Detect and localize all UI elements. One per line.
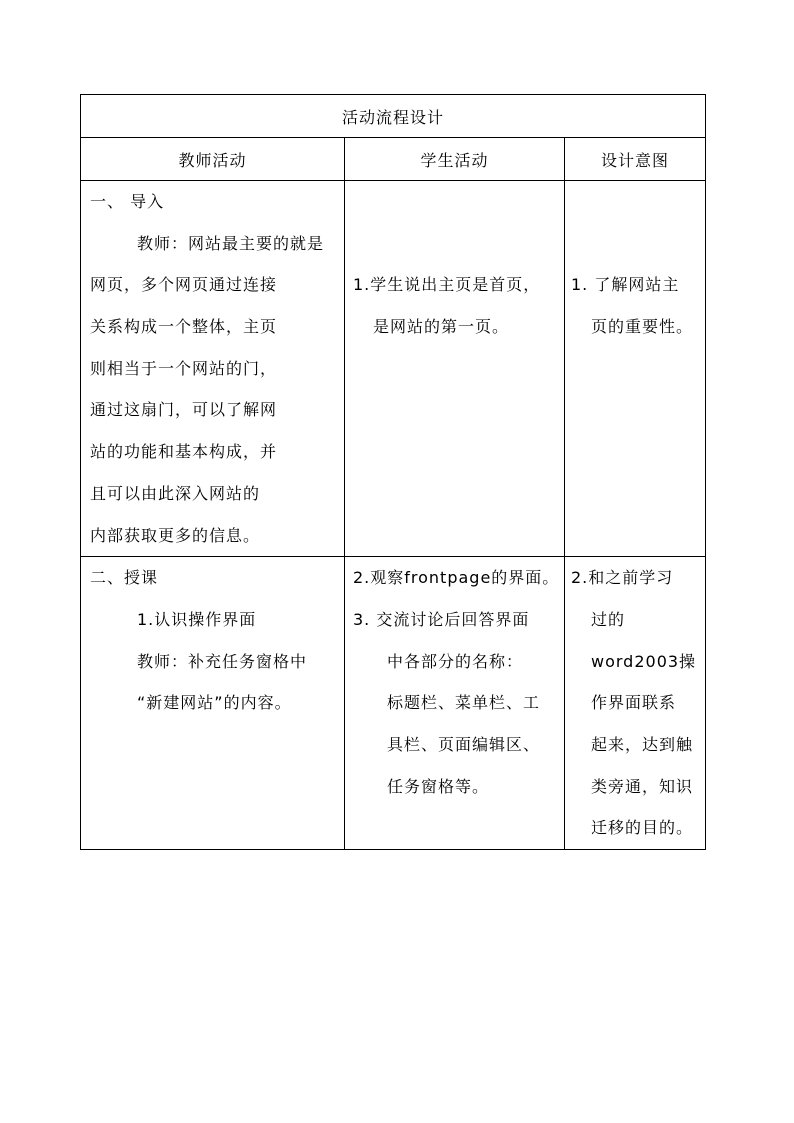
intent-text-line: 页的重要性。 bbox=[591, 316, 694, 336]
row1-teacher-cell bbox=[81, 181, 345, 557]
table-row bbox=[81, 181, 706, 557]
teacher-text-line: 内部获取更多的信息。 bbox=[90, 525, 261, 545]
student-text-line: 3. 交流讨论后回答界面 bbox=[353, 609, 530, 629]
student-text-line: 1.学生说出主页是首页， bbox=[353, 275, 541, 294]
student-text-line: 是网站的第一页。 bbox=[373, 316, 510, 336]
intent-text-line: 类旁通，知识 bbox=[591, 776, 694, 796]
intent-text-line: 迁移的目的。 bbox=[591, 818, 694, 838]
section-heading-intro: 一、 导入 bbox=[90, 192, 165, 211]
header-teacher-activity: 教师活动 bbox=[81, 138, 345, 181]
row2-student-cell bbox=[345, 557, 565, 850]
teacher-text-line: 且可以由此深入网站的 bbox=[90, 483, 261, 503]
student-text-line: 任务窗格等。 bbox=[387, 776, 490, 796]
activity-plan-table bbox=[80, 94, 706, 850]
intent-text-line: 过的 bbox=[591, 609, 626, 629]
row1-student-cell bbox=[345, 181, 565, 557]
table-title-row bbox=[81, 95, 706, 138]
teacher-text-line: 教师：网站最主要的就是 bbox=[137, 233, 325, 253]
intent-text-line: 作界面联系 bbox=[591, 693, 677, 713]
row2-teacher-cell bbox=[81, 557, 345, 850]
table-row bbox=[81, 557, 706, 850]
teacher-text-line: 关系构成一个整体，主页 bbox=[90, 317, 278, 337]
teacher-text-line: 网页，多个网页通过连接 bbox=[90, 275, 278, 295]
teacher-text-line: 通过这扇门，可以了解网 bbox=[90, 400, 278, 420]
student-text-line: 2.观察frontpage的界面。 bbox=[353, 568, 560, 588]
teacher-text-line: 站的功能和基本构成，并 bbox=[90, 442, 278, 462]
student-text-line: 具栏、页面编辑区、 bbox=[387, 734, 541, 754]
intent-text-line: 2.和之前学习 bbox=[571, 568, 674, 588]
teacher-text-line: “新建网站”的内容。 bbox=[137, 693, 292, 713]
intent-text-line: word2003操 bbox=[591, 651, 697, 671]
teacher-text-line: 则相当于一个网站的门， bbox=[90, 358, 278, 378]
table-header-row bbox=[81, 138, 706, 181]
intent-text-line: 1. 了解网站主 bbox=[571, 275, 680, 294]
section-heading-lesson: 二、授课 bbox=[90, 568, 159, 588]
table-title: 活动流程设计 bbox=[81, 95, 706, 138]
student-text-line: 标题栏、菜单栏、工 bbox=[387, 693, 541, 713]
student-text-line: 中各部分的名称： bbox=[387, 651, 524, 671]
teacher-text-line: 教师：补充任务窗格中 bbox=[137, 651, 308, 671]
intent-text-line: 起来，达到触 bbox=[591, 734, 694, 754]
header-student-activity: 学生活动 bbox=[345, 138, 565, 181]
header-design-intent: 设计意图 bbox=[565, 138, 706, 181]
row2-intent-cell bbox=[565, 557, 706, 850]
teacher-text-line: 1.认识操作界面 bbox=[137, 609, 257, 629]
row1-intent-cell bbox=[565, 181, 706, 557]
